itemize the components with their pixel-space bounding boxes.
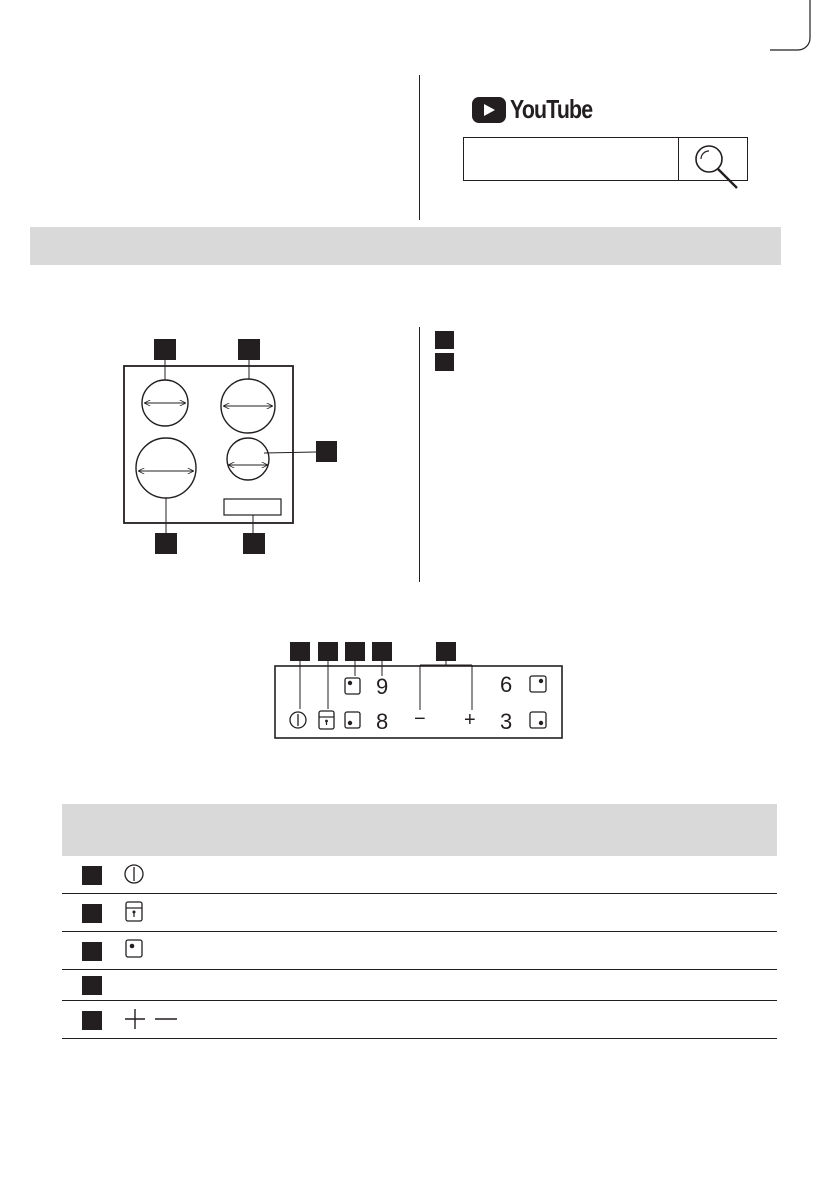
- search-button[interactable]: [678, 138, 749, 180]
- power-icon: [123, 863, 145, 885]
- display-top-right: 6: [500, 672, 513, 697]
- cooking-zone-front-left: [136, 438, 196, 498]
- youtube-logo: [472, 94, 610, 125]
- row-callout: [82, 976, 102, 995]
- panel-callout-1: [290, 642, 310, 661]
- row-callout: [82, 1011, 102, 1030]
- table-row: [62, 932, 777, 970]
- legend-callout-2: [435, 353, 454, 371]
- plus-control: +: [464, 709, 476, 731]
- display-bottom-right: 3: [500, 709, 513, 734]
- legend-callout-1: [435, 331, 454, 349]
- table-row: [62, 856, 777, 894]
- lock-icon: [319, 711, 334, 729]
- display-bottom-left: 8: [376, 709, 389, 734]
- panel-callout-4: [372, 642, 392, 661]
- search-input[interactable]: [470, 144, 674, 176]
- zone-select-icon-bottom-left: [345, 712, 360, 728]
- table-row: [62, 1001, 777, 1039]
- panel-callout-2: [318, 642, 338, 661]
- top-vertical-divider: [419, 75, 420, 220]
- control-panel-diagram: [270, 638, 570, 742]
- zone-select-icon-top-left: [345, 678, 360, 694]
- crop-mark: [770, 0, 839, 60]
- callout-1: [154, 339, 176, 360]
- power-icon: [290, 712, 306, 728]
- table-header: [62, 804, 777, 856]
- row-callout: [82, 866, 102, 885]
- callout-2: [238, 339, 260, 360]
- middle-vertical-divider: [419, 327, 420, 582]
- cooking-zone-front-right: [227, 438, 269, 480]
- callout-3: [316, 441, 337, 462]
- youtube-logo-text: YouTube: [510, 94, 593, 124]
- row-callout: [82, 904, 102, 923]
- zone-select-icon-top-right: [530, 676, 546, 692]
- minus-control: −: [414, 708, 426, 730]
- zone-select-icon-bottom-right: [530, 712, 546, 728]
- display-top-left: 9: [376, 674, 389, 699]
- row-callout: [82, 942, 102, 961]
- table-row: [62, 970, 777, 1001]
- hob-layout-diagram: [120, 336, 350, 556]
- panel-callout-3: [345, 642, 365, 661]
- callout-4: [155, 533, 177, 554]
- section-header-band: [30, 227, 781, 265]
- magnifier-icon: [679, 138, 749, 188]
- zone-select-icon: [123, 938, 145, 960]
- callout-5: [243, 533, 265, 554]
- lock-icon: [123, 900, 145, 924]
- panel-callout-5: [436, 642, 456, 661]
- plus-minus-icon: [123, 1008, 179, 1030]
- youtube-play-icon: [472, 97, 506, 123]
- hob-control-strip: [224, 499, 281, 515]
- table-row: [62, 894, 777, 932]
- youtube-search-box[interactable]: [463, 137, 748, 181]
